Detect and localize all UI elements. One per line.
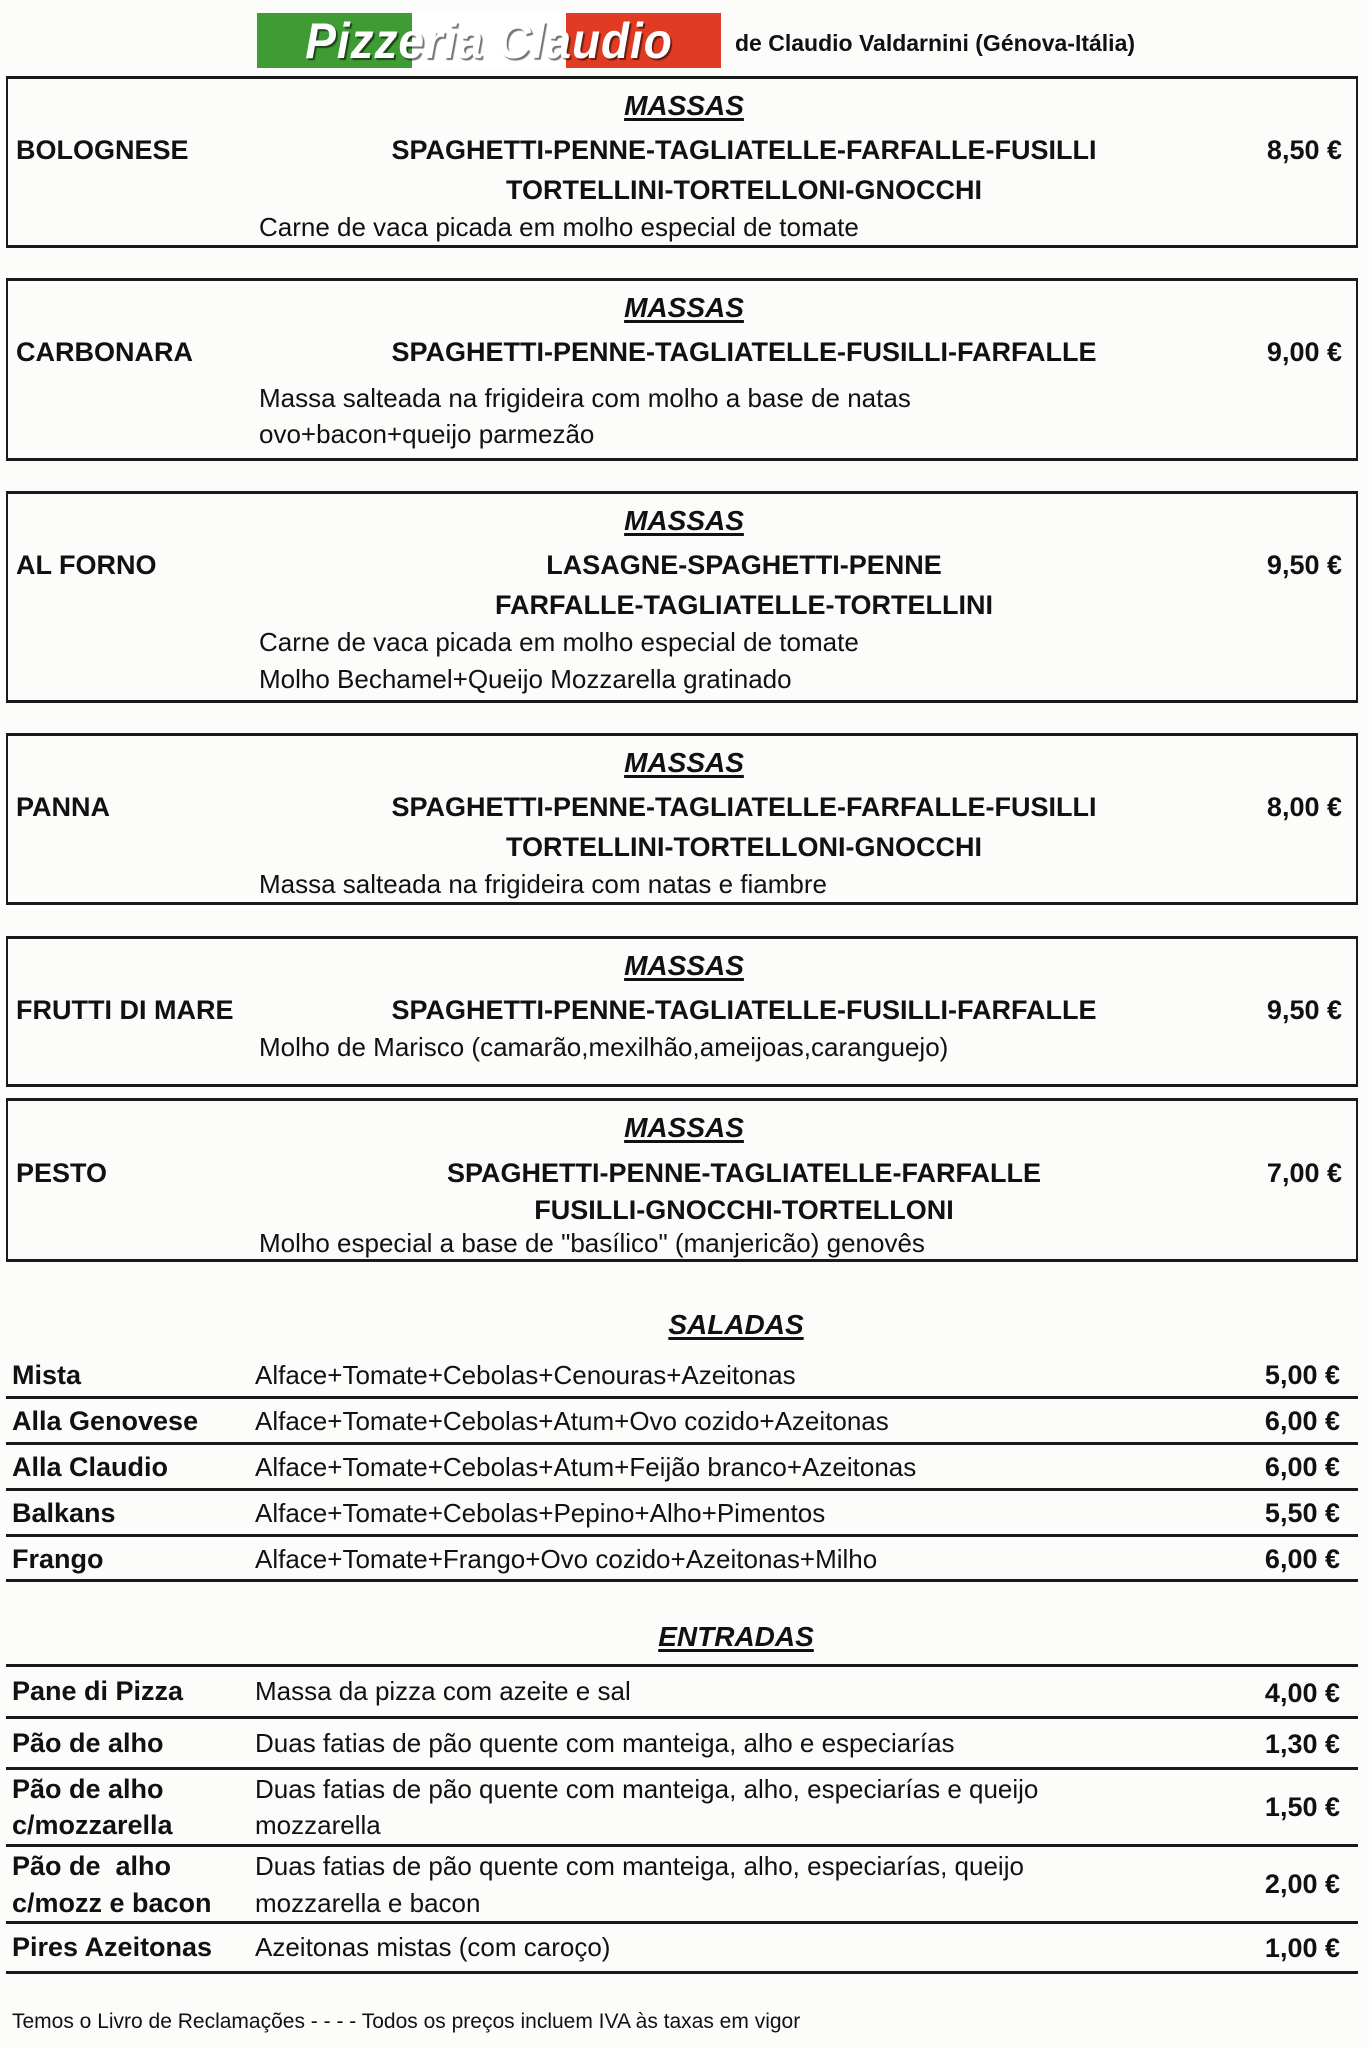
row-divider xyxy=(6,1488,1358,1491)
entrada-description: Duas fatias de pão quente com manteiga, alho, especiarías, queijo xyxy=(255,1851,1024,1881)
entrada-price: 2,00 € xyxy=(1264,1869,1340,1899)
entrada-name: Pão de alho xyxy=(12,1774,164,1804)
category-title: MASSAS xyxy=(624,505,744,536)
entrada-description: Duas fatias de pão quente com manteiga, alho e especiarías xyxy=(255,1728,955,1758)
category-title: MASSAS xyxy=(624,90,744,121)
dish-price: 9,50 € xyxy=(1266,550,1342,580)
logo-text: Pizzeria Claudio xyxy=(305,13,673,68)
restaurant-subtitle: de Claudio Valdarnini (Génova-Itália) xyxy=(735,30,1136,56)
entrada-price: 1,50 € xyxy=(1264,1792,1340,1822)
row-divider xyxy=(6,1921,1358,1924)
entrada-description: Azeitonas mistas (com caroço) xyxy=(255,1932,611,1962)
category-title: MASSAS xyxy=(624,747,744,778)
pasta-types-line: LASAGNE-SPAGHETTI-PENNE xyxy=(546,550,942,580)
row-divider xyxy=(6,1534,1358,1537)
pasta-types-line: SPAGHETTI-PENNE-TAGLIATELLE-FARFALLE-FUSILLI xyxy=(391,792,1097,822)
entrada-description: Duas fatias de pão quente com manteiga, alho, especiarías e queijo xyxy=(255,1774,1039,1804)
entrada-name: Pão de alho xyxy=(12,1728,164,1758)
salad-name: Mista xyxy=(12,1360,82,1390)
entrada-name: Pires Azeitonas xyxy=(12,1932,213,1962)
dish-price: 8,50 € xyxy=(1266,135,1342,165)
row-divider xyxy=(6,1579,1358,1582)
dish-description: Carne de vaca picada em molho especial de tomate xyxy=(259,627,859,657)
pasta-box-bolognese xyxy=(6,76,1358,248)
entrada-description-line2: mozzarella xyxy=(255,1810,381,1840)
dish-name: BOLOGNESE xyxy=(16,135,189,165)
dish-price: 8,00 € xyxy=(1266,792,1342,822)
dish-price: 7,00 € xyxy=(1266,1158,1342,1188)
dish-description: Carne de vaca picada em molho especial de tomate xyxy=(259,212,859,242)
section-title-entradas: ENTRADAS xyxy=(658,1621,814,1652)
dish-description: Massa salteada na frigideira com natas e fiambre xyxy=(259,869,827,899)
row-divider xyxy=(6,1971,1358,1974)
pasta-box-carbonara xyxy=(6,278,1358,461)
dish-name: PESTO xyxy=(16,1158,108,1188)
pasta-box-pesto xyxy=(6,1098,1358,1262)
dish-name: CARBONARA xyxy=(16,337,193,367)
salad-description: Alface+Tomate+Cebolas+Cenouras+Azeitonas xyxy=(255,1360,796,1390)
footer-note: Temos o Livro de Reclamações - - - - Todos os preços incluem IVA às taxas em vigor xyxy=(12,2010,801,2033)
salad-name: Frango xyxy=(12,1544,104,1574)
pasta-box-al-forno xyxy=(6,491,1358,703)
entrada-price: 1,30 € xyxy=(1264,1729,1340,1759)
salad-price: 6,00 € xyxy=(1264,1452,1340,1482)
pasta-types-line: SPAGHETTI-PENNE-TAGLIATELLE-FUSILLI-FARFALLE xyxy=(391,995,1097,1025)
salad-price: 6,00 € xyxy=(1264,1406,1340,1436)
pasta-types-line: FARFALLE-TAGLIATELLE-TORTELLINI xyxy=(495,590,993,620)
pasta-types-line: SPAGHETTI-PENNE-TAGLIATELLE-FARFALLE xyxy=(447,1158,1041,1188)
salad-name: Balkans xyxy=(12,1498,116,1528)
salad-price: 5,50 € xyxy=(1264,1498,1340,1528)
pasta-types-line: TORTELLINI-TORTELLONI-GNOCCHI xyxy=(506,832,982,862)
section-title-saladas: SALADAS xyxy=(668,1309,804,1340)
pasta-box-frutti-di-mare xyxy=(6,936,1358,1087)
pasta-types-line: SPAGHETTI-PENNE-TAGLIATELLE-FARFALLE-FUSILLI xyxy=(391,135,1097,165)
dish-price: 9,50 € xyxy=(1266,995,1342,1025)
pasta-types-line: FUSILLI-GNOCCHI-TORTELLONI xyxy=(534,1195,954,1225)
row-divider xyxy=(6,1442,1358,1445)
dish-description: Massa salteada na frigideira com molho a base de natas xyxy=(259,383,911,413)
dish-description: Molho Bechamel+Queijo Mozzarella gratinado xyxy=(259,664,792,694)
row-divider xyxy=(6,1664,1358,1667)
pasta-types-line: SPAGHETTI-PENNE-TAGLIATELLE-FUSILLI-FARFALLE xyxy=(391,337,1097,367)
entrada-price: 4,00 € xyxy=(1264,1678,1340,1708)
salad-description: Alface+Tomate+Cebolas+Atum+Feijão branco+Azeitonas xyxy=(255,1452,917,1482)
pizzeria-logo xyxy=(257,13,721,68)
salad-description: Alface+Tomate+Cebolas+Pepino+Alho+Pimentos xyxy=(255,1498,826,1528)
salad-description: Alface+Tomate+Cebolas+Atum+Ovo cozido+Azeitonas xyxy=(255,1406,889,1436)
entrada-name-line2: c/mozzarella xyxy=(12,1810,173,1840)
salad-name: Alla Genovese xyxy=(12,1406,199,1436)
entrada-name: Pane di Pizza xyxy=(12,1676,184,1706)
category-title: MASSAS xyxy=(624,950,744,981)
dish-description: Molho especial a base de "basílico" (manjericão) genovês xyxy=(259,1228,925,1258)
row-divider xyxy=(6,1716,1358,1719)
dish-name: PANNA xyxy=(16,792,110,822)
dish-description: Molho de Marisco (camarão,mexilhão,ameijoas,caranguejo) xyxy=(259,1032,949,1062)
category-title: MASSAS xyxy=(624,1112,744,1143)
dish-name: FRUTTI DI MARE xyxy=(16,995,234,1025)
entrada-description: Massa da pizza com azeite e sal xyxy=(255,1676,631,1706)
dish-name: AL FORNO xyxy=(16,550,157,580)
salad-price: 6,00 € xyxy=(1264,1544,1340,1574)
dish-price: 9,00 € xyxy=(1266,337,1342,367)
entrada-price: 1,00 € xyxy=(1264,1933,1340,1963)
entrada-name-line2: c/mozz e bacon xyxy=(12,1888,212,1918)
salad-price: 5,00 € xyxy=(1264,1360,1340,1390)
row-divider xyxy=(6,1396,1358,1399)
pasta-box-panna xyxy=(6,733,1358,905)
salad-name: Alla Claudio xyxy=(12,1452,169,1482)
dish-description: ovo+bacon+queijo parmezão xyxy=(259,419,595,449)
pasta-types-line: TORTELLINI-TORTELLONI-GNOCCHI xyxy=(506,175,982,205)
category-title: MASSAS xyxy=(624,292,744,323)
entrada-description-line2: mozzarella e bacon xyxy=(255,1888,481,1918)
salad-description: Alface+Tomate+Frango+Ovo cozido+Azeitonas+Milho xyxy=(255,1544,878,1574)
entrada-name: Pão de alho xyxy=(12,1851,172,1881)
